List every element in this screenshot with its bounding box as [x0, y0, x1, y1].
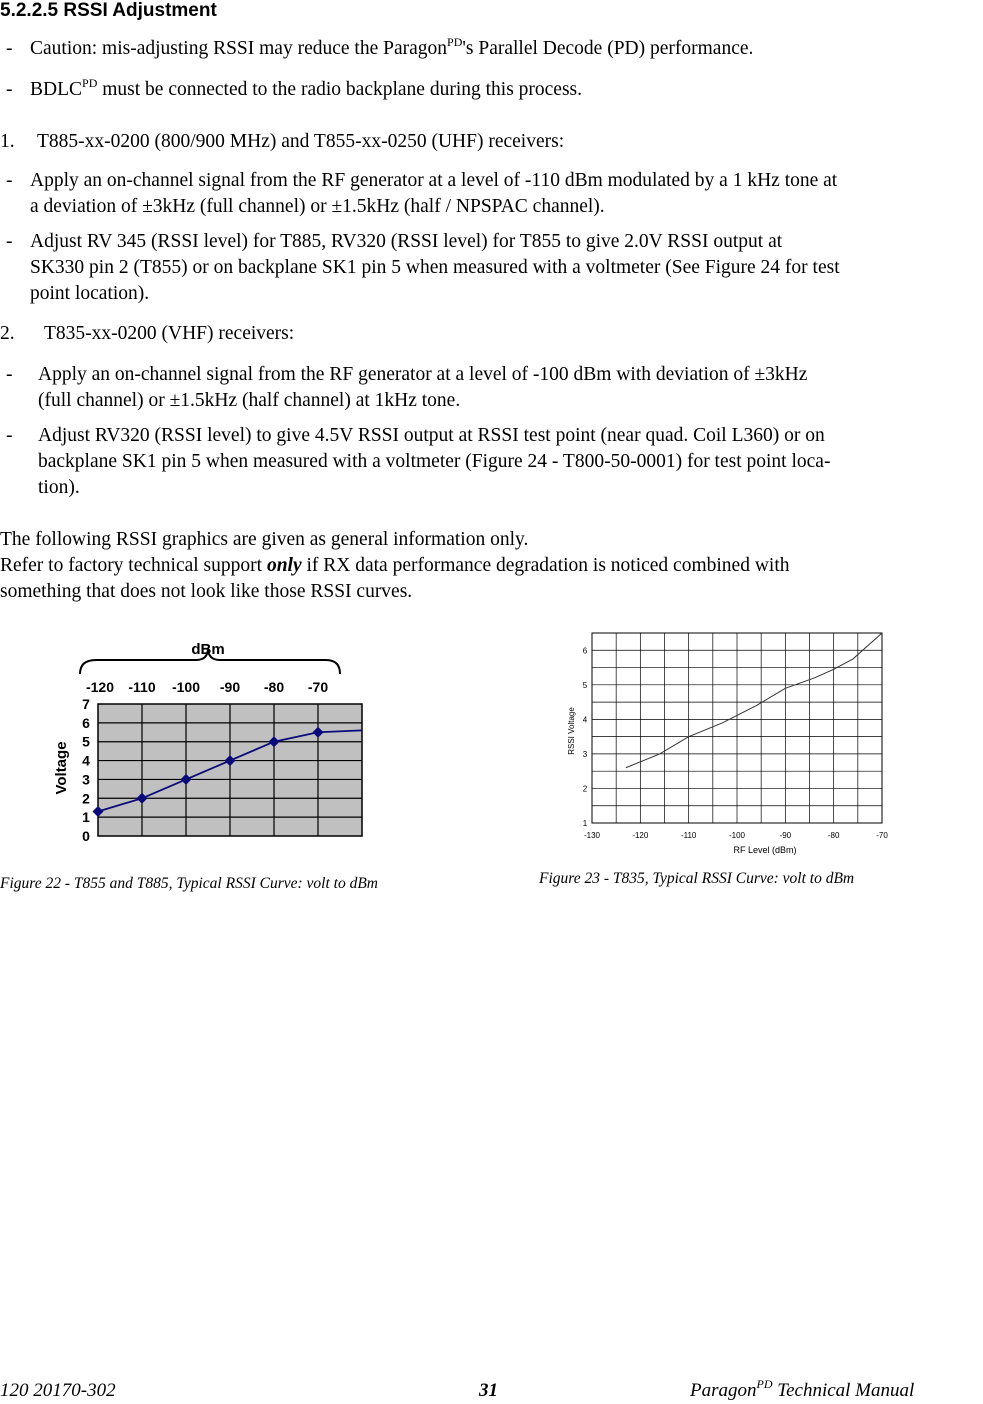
f22-y-tick-label: 7	[82, 696, 90, 712]
step2-heading: T835-xx-0200 (VHF) receivers:	[44, 323, 295, 344]
step2-item2-bullet: -	[6, 425, 13, 446]
f23-y-tick-label: 1	[582, 819, 588, 828]
f22-y-tick-label: 0	[82, 828, 90, 844]
f22-y-tick-label: 3	[82, 771, 90, 788]
step2-item1: Apply an on-channel signal from the RF generator at a level of -100 dBm with deviation of ±3kHz (full channel) or ±1.5kHz (half channel) at 1kHz tone.	[38, 364, 808, 411]
step1-item1-bullet: -	[6, 170, 13, 191]
footer-manual-title: Paragon$^{PD}$ Technical Manual	[690, 1376, 915, 1401]
f22-y-tick-label: 4	[82, 752, 90, 769]
figure-22-chart	[40, 630, 380, 855]
f23-x-tick-label: -80	[827, 831, 840, 840]
f22-x-tick-label: -100	[171, 679, 201, 695]
step2-item2: Adjust RV320 (RSSI level) to give 4.5V RSSI output at RSSI test point (near quad. Coil L360) or on backplane SK1 pin 5 when measured with a voltmeter (Figure 24 - T800-50-0001) for test point loca- tion).	[38, 425, 831, 498]
f22-y-axis-label: Voltage	[53, 741, 70, 795]
emphasis-only: only	[266, 555, 302, 576]
figure-23-chart	[560, 625, 900, 860]
step1-heading: T885-xx-0200 (800/900 MHz) and T855-xx-0250 (UHF) receivers:	[37, 131, 565, 152]
bdlc-bullet: -	[6, 79, 13, 100]
f23-x-tick-label: -70	[876, 831, 888, 840]
f22-x-tick-label: -70	[307, 679, 329, 695]
footer-page-number: 31	[479, 1380, 498, 1401]
f22-y-tick-label: 6	[82, 714, 90, 731]
f23-x-tick-label: -100	[728, 831, 746, 840]
f23-x-tick-label: -110	[680, 831, 697, 840]
f23-x-axis-label: RF Level (dBm)	[733, 845, 797, 855]
f23-x-tick-label: -120	[632, 831, 649, 840]
f23-x-tick-label: -130	[583, 831, 601, 840]
f22-y-tick-label: 5	[82, 733, 90, 750]
figure-23-caption: Figure 23 - T835, Typical RSSI Curve: volt to dBm	[539, 870, 855, 887]
f22-x-tick-label: -110	[128, 679, 156, 695]
caution-bullet: -	[6, 38, 13, 59]
f23-x-tick-label: -90	[779, 831, 792, 840]
section-heading	[0, 0, 217, 22]
f22-x-axis-label: dBm	[191, 641, 225, 658]
figure-22-caption: Figure 22 - T855 and T885, Typical RSSI Curve: volt to dBm	[0, 875, 378, 892]
section-number: 5.2.2.5	[0, 0, 59, 21]
f22-y-tick-label: 2	[82, 790, 90, 807]
f22-y-tick-label: 1	[82, 809, 90, 826]
step2-number: 2.	[0, 323, 15, 344]
step2-item1-bullet: -	[6, 364, 13, 385]
f22-x-tick-label: -90	[219, 679, 241, 695]
f23-y-axis-label: RSSI Voltage	[567, 707, 576, 755]
f23-y-tick-label: 3	[582, 749, 588, 759]
f22-x-tick-label: -120	[85, 679, 115, 695]
caution-text: Caution: mis-adjusting RSSI may reduce the Paragon$^{PD}$'s Parallel Decode (PD) performance.	[30, 34, 754, 59]
step1-number: 1.	[0, 131, 15, 152]
step1-item1: Apply an on-channel signal from the RF generator at a level of -110 dBm modulated by a 1 kHz tone at a deviation of ±3kHz (full channel) or ±1.5kHz (half / NPSPAC channel).	[30, 170, 838, 217]
bdlc-note: $BDLC^{PD}$ must be connected to the radio backplane during this process.	[30, 75, 583, 100]
info-paragraph: The following RSSI graphics are given as general information only. Refer to factory technical support only if RX data performance degradation is noticed combined with something that does not look like those RSSI curves.	[0, 529, 790, 602]
step1-item2-bullet: -	[6, 231, 13, 252]
step1-item2: Adjust RV 345 (RSSI level) for T885, RV320 (RSSI level) for T855 to give 2.0V RSSI output at SK330 pin 2 (T855) or on backplane SK1 pin 5 when measured with a voltmeter (See Figure 24 for test point location).	[30, 231, 840, 304]
f22-x-tick-label: -80	[263, 679, 285, 695]
section-title: RSSI Adjustment	[63, 0, 217, 21]
f23-y-tick-label: 2	[582, 784, 588, 794]
footer-doc-number: 120 20170-302	[0, 1380, 116, 1401]
f23-y-tick-label: 5	[582, 680, 588, 690]
f23-y-tick-label: 6	[582, 646, 588, 656]
f23-y-tick-label: 4	[582, 715, 588, 725]
